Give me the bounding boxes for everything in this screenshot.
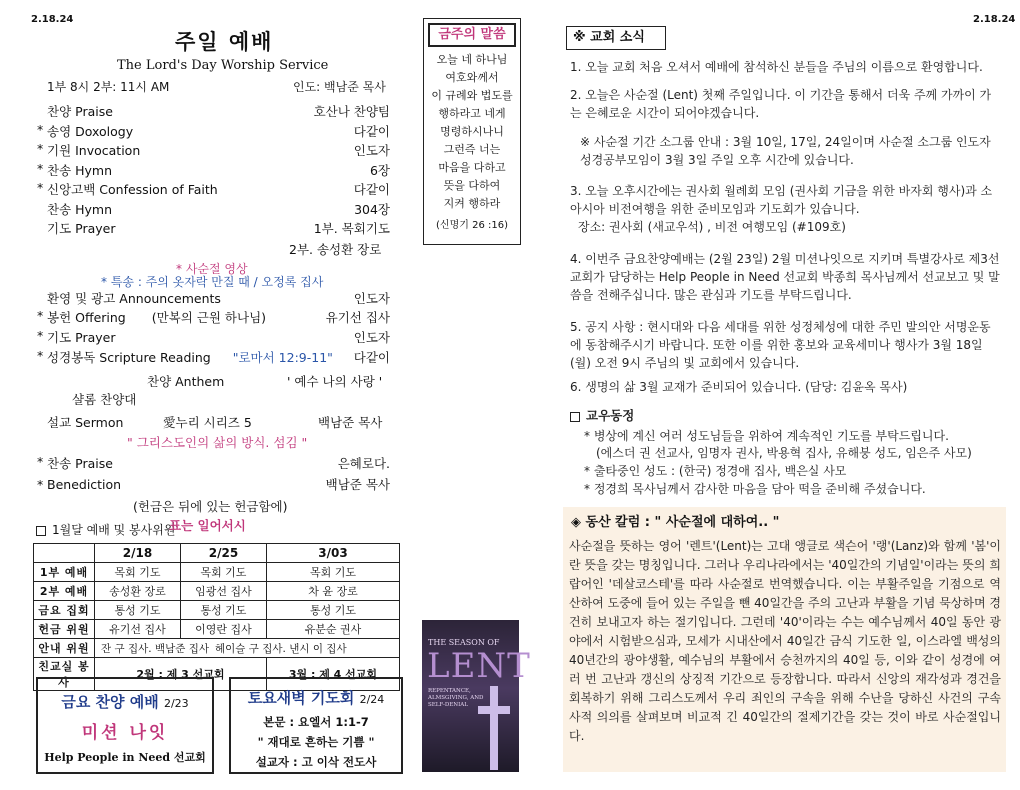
column-title: ◈ 동산 칼럼 : " 사순절에 대하여.. " xyxy=(571,515,780,530)
lent-image: THE SEASON OF LENT REPENTANCE, ALMSGIVING, AND SELF-DENIAL xyxy=(422,620,519,772)
news-item: ※ 사순절 기간 소그룹 안내 : 3월 10일, 17일, 24일이며 사순절 소그룹 인도자 성경공부모임이 3월 3일 주일 오후 시간에 있습니다. xyxy=(580,135,991,167)
anthem-title: ' 예수 나의 사랑 ' xyxy=(287,374,383,389)
order-item: 찬양 Praise 호산나 찬양팀 xyxy=(47,104,390,119)
order-item: * 찬송 Praise 은혜로다. xyxy=(37,454,390,471)
service-leader: 인도: 백남준 목사 xyxy=(293,80,386,94)
worship-subtitle: The Lord's Day Worship Service xyxy=(117,58,329,73)
news-item: 3. 오늘 오후시간에는 권사회 월례회 모임 (권사회 기금을 위한 바자회 행사)과 소아시아 비전여행을 위한 준비모임과 기도회가 있습니다. xyxy=(570,184,993,216)
worship-title: 주일 예배 xyxy=(175,30,274,54)
cross-icon xyxy=(474,680,514,770)
order-item: * 신앙고백 Confession of Faith 다같이 xyxy=(37,180,390,197)
table-row: 친교실 봉사 2월 : 제 3 선교회 3월 : 제 4 선교회 xyxy=(34,658,400,691)
anthem-choir: 샬롬 찬양대 xyxy=(72,392,137,407)
friday-date: 2/23 xyxy=(163,697,189,710)
sermon-label: 설교 Sermon xyxy=(47,415,124,430)
saturday-date: 2/24 xyxy=(359,693,385,706)
serve-stamp: 표는 일어서시 xyxy=(169,518,246,533)
verse-line: 지켜 행하라 xyxy=(443,197,501,210)
prayer-second-service: 2부. 송성환 장로 xyxy=(289,242,382,257)
news-item: 2. 오늘은 사순절 (Lent) 첫째 주일입니다. 이 기간을 통해서 더욱 주께 가까이 가는 은혜로운 시간이 되어야겠습니다. xyxy=(570,88,992,120)
care-item: * 병상에 계신 여러 성도님들을 위하여 계속적인 기도를 부탁드립니다. xyxy=(584,429,949,443)
order-item: 찬송 Hymn 304장 xyxy=(47,202,390,217)
order-item: * Benediction 백남준 목사 xyxy=(37,476,390,492)
serve-table xyxy=(33,543,400,691)
saturday-title: 토요새벽 기도회 xyxy=(247,689,355,707)
table-row: 헌금 위원 유기선 집사 이영란 집사 유분순 권사 xyxy=(34,620,400,639)
checkbox-icon xyxy=(570,412,580,422)
order-item: * 기도 Prayer 인도자 xyxy=(37,328,390,345)
care-item: * 정경희 목사님께서 감사한 마음을 담아 떡을 준비해 주셨습니다. xyxy=(584,482,926,496)
serve-heading: 1월달 예배 및 봉사위원 xyxy=(36,521,175,538)
order-item: * 성경봉독 Scripture Reading "로마서 12:9-11" 다같이 xyxy=(37,348,390,365)
table-col-header: 2/18 xyxy=(95,544,181,563)
saturday-text: 본문 : 요엘서 1:1-7 xyxy=(263,715,369,729)
saturday-theme: " 재대로 흔하는 기쁨 " xyxy=(257,735,375,749)
table-col-header: 2/25 xyxy=(180,544,266,563)
verse-line: 오늘 네 하나님 xyxy=(436,53,508,66)
news-item: 장소: 권사회 (새교우석) , 비전 여행모임 (#109호) xyxy=(578,220,846,234)
table-col-header: 3/03 xyxy=(266,544,399,563)
friday-worship-box xyxy=(36,677,214,774)
checkbox-icon xyxy=(36,526,46,536)
news-item: 1. 오늘 교회 처음 오셔서 예배에 참석하신 분들을 주님의 이름으로 환영합니다. xyxy=(570,60,983,74)
special-song: * 특송 : 주의 옷자락 만질 때 / 오정록 집사 xyxy=(101,275,324,289)
friday-title: 금요 찬양 예배 xyxy=(61,693,159,711)
order-item: 환영 및 광고 Announcements 인도자 xyxy=(47,291,390,306)
news-item: 6. 생명의 삶 3월 교재가 준비되어 있습니다. (담당: 김윤옥 목사) xyxy=(570,380,908,394)
saturday-preacher: 설교자 : 고 이삭 전도사 xyxy=(255,755,377,769)
sermon-title: " 그리스도인의 삶의 방식. 섬김 " xyxy=(127,435,308,450)
verse-line: 행하라고 네게 xyxy=(438,107,506,120)
verse-line: 그런즉 너는 xyxy=(443,143,501,156)
garden-column xyxy=(563,507,1006,772)
friday-sub: Help People in Need 선교회 xyxy=(44,751,206,764)
offering-note: (헌금은 뒤에 있는 헌금함에) xyxy=(133,499,288,514)
verse-title: 금주의 말씀 xyxy=(428,23,516,47)
news-item: 4. 이번주 금요찬양예배는 (2월 23일) 2월 미션나잇으로 지키며 특별강사로 제3선교회가 담당하는 Help People in Need 선교회 박종희 목사님께서 선교보고 및 말씀을 전해주십니다. 많은 관심과 기도를 부탁드립니다. xyxy=(570,252,1000,302)
table-row: 1부 예배 목회 기도 목회 기도 목회 기도 xyxy=(34,563,400,582)
sermon-series: 愛누리 시리즈 5 xyxy=(163,415,252,430)
verse-reference: (신명기 26 :16) xyxy=(436,220,508,231)
care-item: (에스더 권 선교사, 임명자 권사, 박용혁 집사, 유해붕 성도, 임은주 사모) xyxy=(596,446,972,460)
table-row: 금요 집회 통성 기도 통성 기도 통성 기도 xyxy=(34,601,400,620)
order-item: * 송영 Doxology 다같이 xyxy=(37,122,390,139)
order-item: * 봉헌 Offering (만복의 근원 하나님) 유기선 집사 xyxy=(37,308,390,325)
column-body: 사순절을 뜻하는 영어 '렌트'(Lent)는 고대 앵글로 색슨어 '랭'(Lanz)와 함께 '봄'이란 뜻을 갖는 명칭입니다. 그러나 우리나라에서는 '40일간의 기념일'이라는 뜻의 희랍어인 '데살코스테'를 따라 사순절로 번역했습니다. 이는 부활주일을 기점으로 역산하여 도중에 들어 있는 주일을 뺀 40일간을 주의 고난과 부활을 기념 묵상하며 경건히 보내고자 하는 절기입니다. 그런데 '40'이라는 수는 예수님께서 40일 동안 광야에서 시험받으심과, 모세가 시내산에서 40일간 금식 기도한 일, 이스라엘 백성의 40년간의 광야생활, 예수님의 부활에서 승천까지의 40일 등, 이와 같이 성경에 여러 번 고난과 갱신의 상징적 기간으로 등장합니다. 따라서 신앙의 재각성과 경건을 회복하기 위해 그리스도께서 우리 죄인의 구속을 위해 수난을 당하신 사건의 구속사적 의의를 살펴보며 비교적 긴 40일간의 절제기간을 갖는 것이 바로 사순절입니다. xyxy=(569,539,1001,743)
table-row: 안내 위원 잔 구 집사. 백남준 집사 헤이슬 구 집사. 낸시 이 집사 xyxy=(34,639,400,658)
service-times: 1부 8시 2부: 11시 AM xyxy=(47,80,170,94)
verse-line: 명령하시나니 xyxy=(440,125,504,138)
saturday-prayer-box xyxy=(229,677,403,774)
anthem-label: 찬양 Anthem xyxy=(147,374,225,389)
order-item: * 기원 Invocation 인도자 xyxy=(37,141,390,158)
table-header-row xyxy=(34,544,400,563)
lent-video: * 사순절 영상 xyxy=(176,262,248,276)
order-item: 기도 Prayer 1부. 목회기도 xyxy=(47,221,390,236)
verse-line: 뜻을 다하여 xyxy=(443,179,501,192)
care-heading: 교우동정 xyxy=(570,407,1000,425)
verse-line: 이 규례와 법도를 xyxy=(431,89,513,102)
order-item: * 찬송 Hymn 6장 xyxy=(37,161,390,178)
verse-line: 마음을 다하고 xyxy=(438,161,506,174)
weekly-verse-box xyxy=(423,18,521,245)
table-row: 2부 예배 송성환 장로 임광선 집사 차 윤 장로 xyxy=(34,582,400,601)
friday-band: 미션 나잇 xyxy=(81,723,169,743)
news-item: 5. 공지 사항 : 현시대와 다음 세대를 위한 성정체성에 대한 주민 발의안 서명운동에 동참해주시기 바랍니다. 또한 이를 위한 홍보와 교육세미나 행사가 3월 18일(월) 오전 9시 주님의 빛 교회에서 있습니다. xyxy=(570,320,991,370)
bulletin-date-left: 2.18.24 xyxy=(31,14,74,25)
verse-line: 여호와께서 xyxy=(445,71,499,84)
care-item: * 출타중인 성도 : (한국) 정경애 집사, 백은실 사모 xyxy=(584,464,847,478)
bulletin-date-right: 2.18.24 xyxy=(973,14,1016,25)
news-heading: ※ 교회 소식 xyxy=(566,26,666,50)
sermon-preacher: 백남준 목사 xyxy=(318,415,383,430)
